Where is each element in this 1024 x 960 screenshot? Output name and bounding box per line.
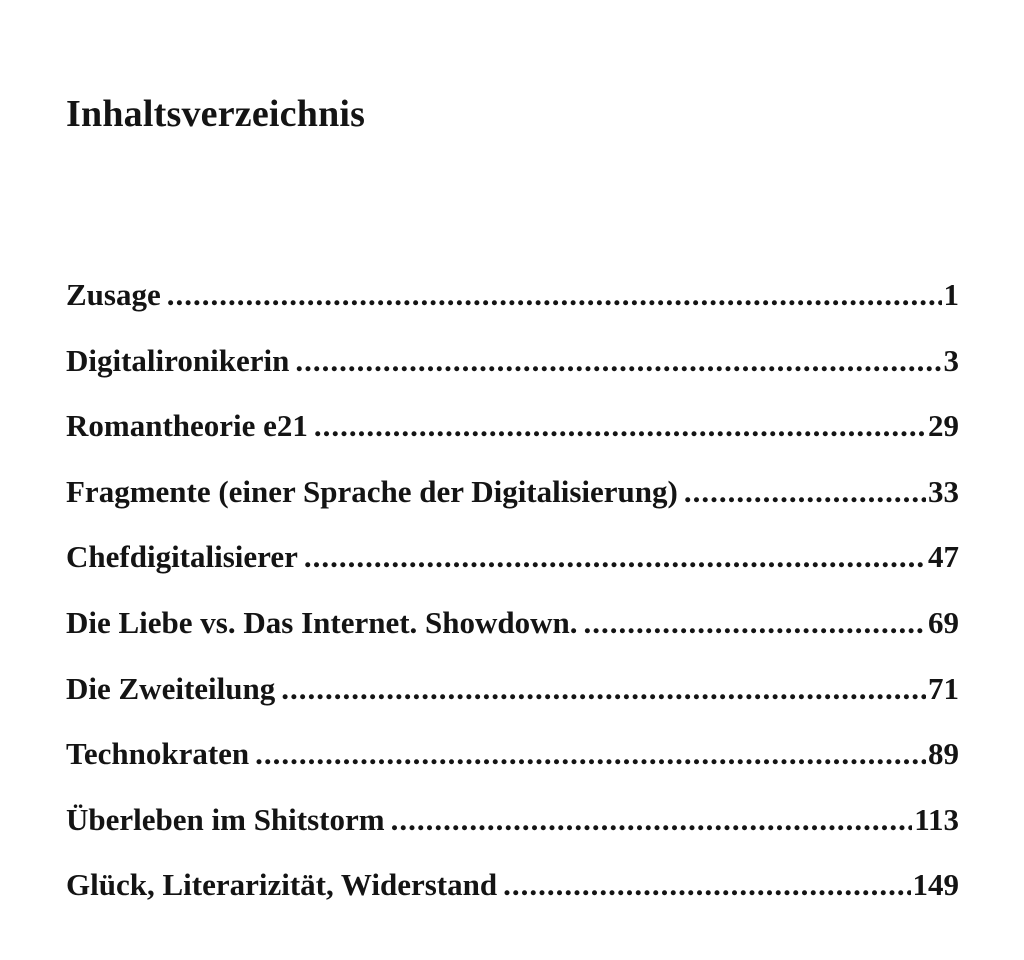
toc-leader-dots xyxy=(391,801,913,838)
toc-page-number: 69 xyxy=(928,604,959,640)
toc-entry-title: Technokraten xyxy=(66,736,250,772)
toc-entry-title: Digitalironikerin xyxy=(66,342,290,378)
toc-leader-dots xyxy=(304,538,926,575)
table-of-contents xyxy=(66,276,959,932)
toc-page-number: 71 xyxy=(928,670,959,706)
page-title: Inhaltsverzeichnis xyxy=(66,93,366,135)
toc-leader-dots xyxy=(295,342,941,379)
toc-entry xyxy=(66,866,959,932)
toc-page-number: 29 xyxy=(928,408,959,444)
toc-leader-dots xyxy=(314,407,926,444)
toc-entry xyxy=(66,473,959,539)
toc-entry-title: Überleben im Shitstorm xyxy=(66,801,385,837)
toc-entry-title: Die Zweiteilung xyxy=(66,670,276,706)
toc-page-number: 1 xyxy=(943,277,959,312)
toc-entry-title: Romantheorie e21 xyxy=(66,408,308,444)
toc-entry-title: Fragmente (einer Sprache der Digitalisierung) xyxy=(66,473,678,509)
toc-page-number: 113 xyxy=(914,801,959,837)
toc-entry xyxy=(66,342,959,408)
toc-leader-dots xyxy=(167,276,942,313)
toc-entry xyxy=(66,604,959,670)
toc-entry-title: Die Liebe vs. Das Internet. Showdown. xyxy=(66,604,578,640)
toc-entry-title: Zusage xyxy=(66,277,161,312)
toc-page-number: 33 xyxy=(928,473,959,509)
toc-leader-dots xyxy=(584,604,926,641)
toc-entry xyxy=(66,276,959,342)
toc-leader-dots xyxy=(503,866,910,903)
toc-leader-dots xyxy=(281,670,926,707)
toc-entry xyxy=(66,538,959,604)
toc-entry xyxy=(66,801,959,867)
toc-entry xyxy=(66,407,959,473)
toc-entry xyxy=(66,735,959,801)
toc-entry-title: Chefdigitalisierer xyxy=(66,539,298,575)
toc-page-number: 89 xyxy=(928,736,959,772)
toc-leader-dots xyxy=(684,473,926,510)
toc-leader-dots xyxy=(255,735,926,772)
toc-entry xyxy=(66,670,959,736)
toc-page-number: 3 xyxy=(943,342,959,378)
toc-entry-title: Glück, Literarizität, Widerstand xyxy=(66,867,498,903)
toc-page-number: 47 xyxy=(928,539,959,575)
toc-page-number: 149 xyxy=(912,867,959,903)
